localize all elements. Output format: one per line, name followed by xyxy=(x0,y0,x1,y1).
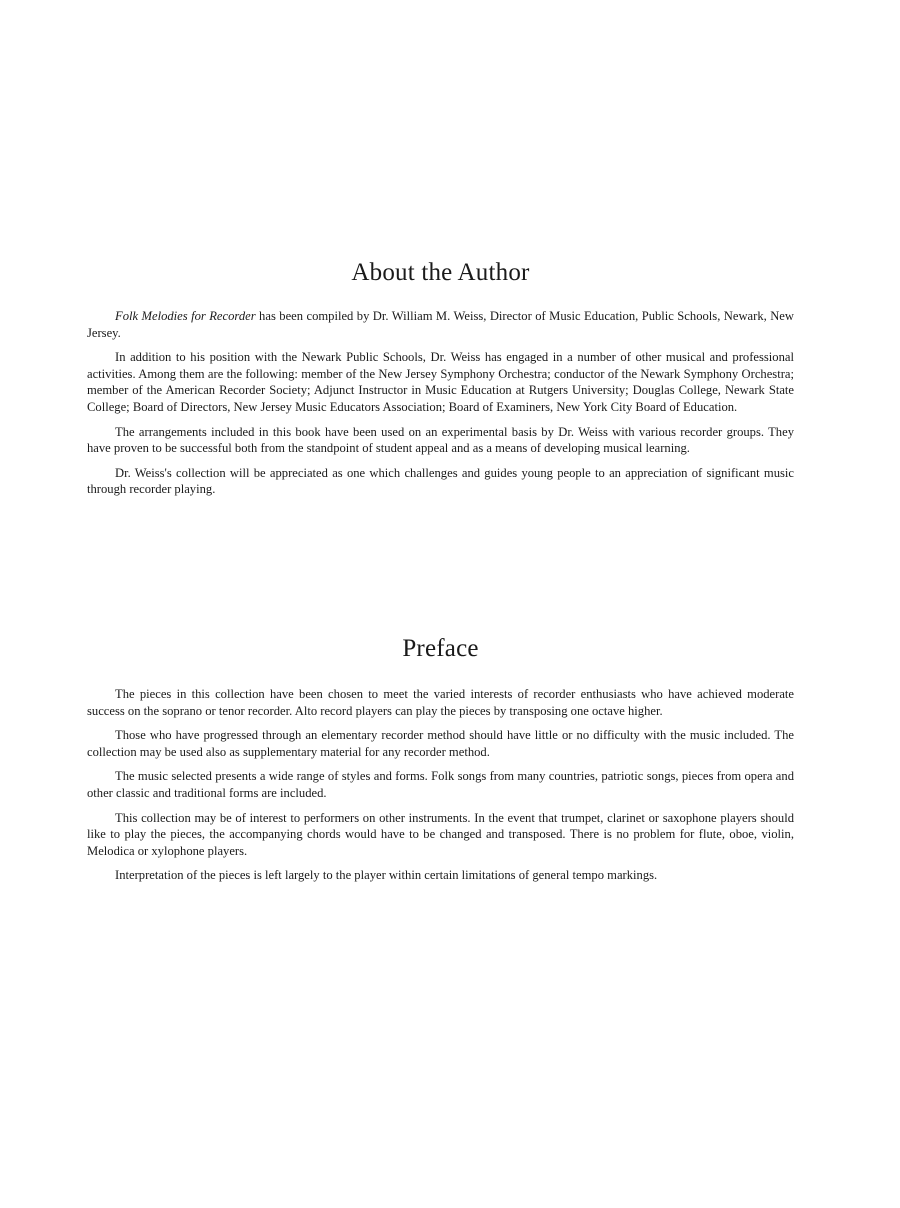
preface-paragraph-3: The music selected presents a wide range of styles and forms. Folk songs from many countries, patriotic songs, pieces from opera and other classic and traditional forms are included. xyxy=(87,769,794,800)
about-the-author-heading: About the Author xyxy=(351,259,530,286)
preface-section xyxy=(87,632,794,892)
about-paragraph-3: The arrangements included in this book have been used on an experimental basis by Dr. Weiss with various recorder groups. They have proven to be successful both from the standpoint of student appeal and as a means of developing musical learning. xyxy=(87,424,794,456)
preface-paragraph-2: Those who have progressed through an elementary recorder method should have little or no difficulty with the music included. The collection may be used also as supplementary material for any recorder method. xyxy=(87,728,794,759)
about-paragraph-2: In addition to his position with the Newark Public Schools, Dr. Weiss has engaged in a number of other musical and professional activities. Among them are the following: member of the New Jersey Symphony Orchestra; conductor of the Newark Symphony Orchestra; member of the American Recorder Society; Adjunct Instructor in Music Education at Rutgers University; Douglas College, Newark State College; Board of Directors, New Jersey Music Educators Association; Board of Examiners, New York City Board of Education. xyxy=(87,350,794,414)
preface-heading: Preface xyxy=(402,635,479,662)
about-paragraph-1 xyxy=(87,308,794,341)
about-the-author-section xyxy=(87,256,794,506)
about-paragraph-4: Dr. Weiss's collection will be appreciated as one which challenges and guides young people to an appreciation of significant music through recorder playing. xyxy=(87,465,794,497)
preface-paragraph-5: Interpretation of the pieces is left largely to the player within certain limitations of general tempo markings. xyxy=(115,868,658,883)
preface-paragraph-1: The pieces in this collection have been chosen to meet the varied interests of recorder enthusiasts who have achieved moderate success on the soprano or tenor recorder. Alto record players can play the pieces by transposing one octave higher. xyxy=(87,687,794,718)
book-title: Folk Melodies for Recorder xyxy=(115,309,256,323)
preface-paragraph-4: This collection may be of interest to performers on other instruments. In the event that trumpet, clarinet or saxophone players should like to play the pieces, the accompanying chords would have to be changed and transposed. There is no problem for flute, oboe, violin, Melodica or xylophone players. xyxy=(87,810,794,858)
about-paragraph-1-text: has been compiled by Dr. William M. Weiss, Director of Music Education, Public Schools, Newark, New Jersey. xyxy=(87,309,794,340)
